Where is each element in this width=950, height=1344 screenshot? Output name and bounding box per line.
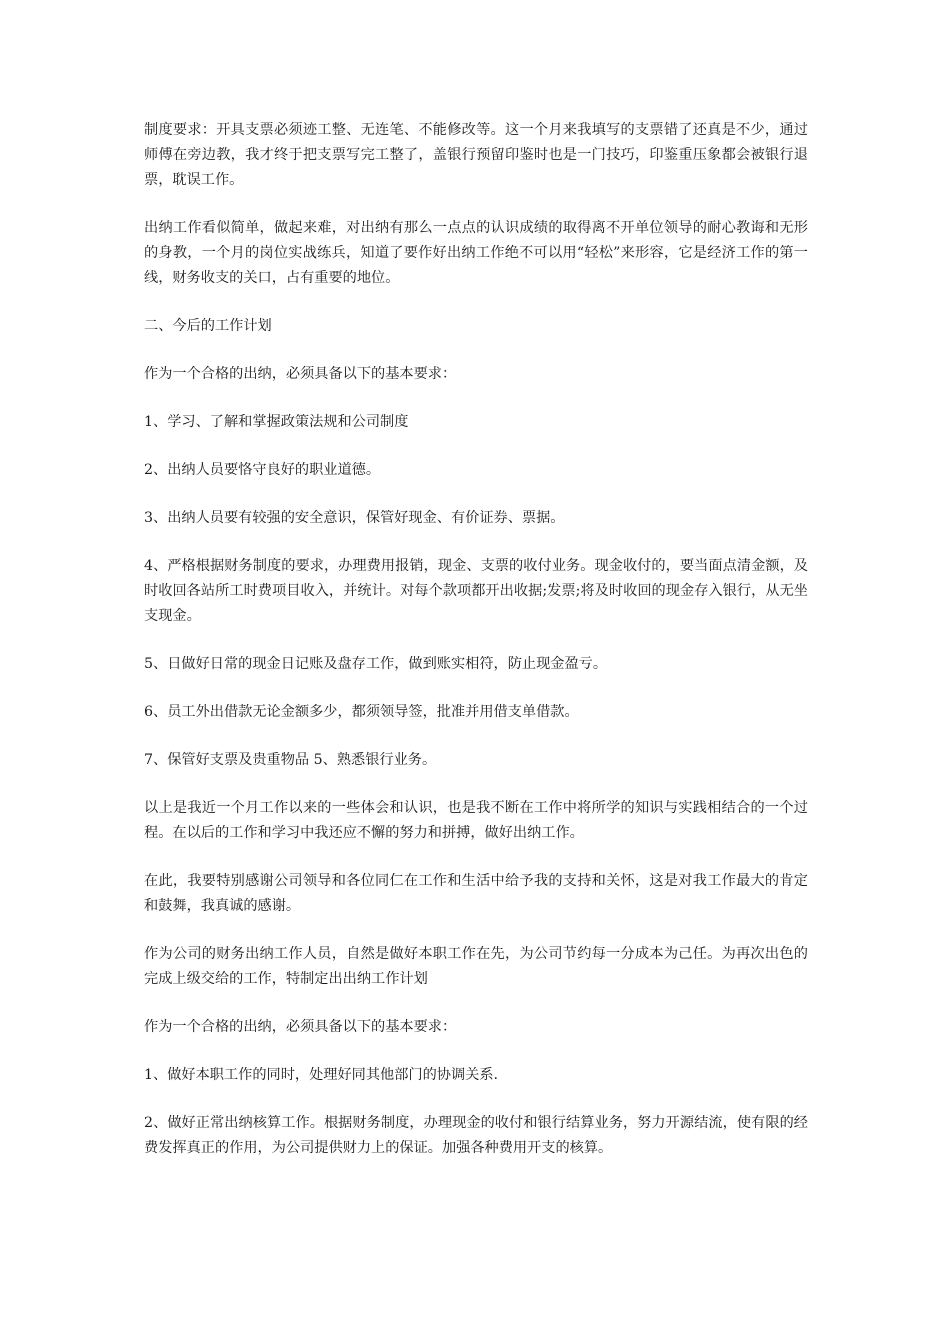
paragraph-plan-intro: 作为公司的财务出纳工作人员，自然是做好本职工作在先，为公司节约每一分成本为己任。为再次出色的完成上级交给的工作，特制定出出纳工作计划 [144,946,808,987]
paragraph-basic-requirements-intro: 作为一个合格的出纳，必须具备以下的基本要求： [144,366,457,382]
list-item-7: 7、保管好支票及贵重物品 5、熟悉银行业务。 [144,752,437,768]
list-item-3: 3、出纳人员要有较强的安全意识，保管好现金、有价证券、票据。 [144,510,565,526]
paragraph-basic-requirements-intro-2: 作为一个合格的出纳，必须具备以下的基本要求： [144,1019,457,1035]
paragraph-thanks: 在此，我要特别感谢公司领导和各位同仁在工作和生活中给予我的支持和关怀，这是对我工作最大的肯定和鼓舞，我真诚的感谢。 [144,873,808,914]
list-item-2: 2、出纳人员要恪守良好的职业道德。 [144,462,381,478]
list-item-6: 6、员工外出借款无论金额多少，都须领导签，批准并用借支单借款。 [144,704,579,720]
paragraph-cashier-work: 出纳工作看似简单，做起来难，对出纳有那么一点点的认识成绩的取得离不开单位领导的耐心教诲和无形的身教，一个月的岗位实战练兵，知道了要作好出纳工作绝不可以用“轻松”来形容，它是经济工作的第一线，财务收支的关口，占有重要的地位。 [144,220,808,286]
paragraph-system-requirements: 制度要求：开具支票必须迹工整、无连笔、不能修改等。这一个月来我填写的支票错了还真是不少，通过师傅在旁边教，我才终于把支票写完工整了，盖银行预留印鉴时也是一门技巧，印鉴重压象都会被银行退票，耽误工作。 [144,122,808,188]
section-heading-future-plan: 二、今后的工作计划 [144,318,272,334]
list-item-1: 1、学习、了解和掌握政策法规和公司制度 [144,414,409,430]
list-item-4: 4、严格根据财务制度的要求，办理费用报销，现金、支票的收付业务。现金收付的，要当面点清金额，及时收回各站所工时费项目收入，并统计。对每个款项都开出收据;发票;将及时收回的现金存入银行，从无坐支现金。 [144,558,808,624]
list-item-5: 5、日做好日常的现金日记账及盘存工作，做到账实相符，防止现金盈亏。 [144,656,608,672]
paragraph-summary: 以上是我近一个月工作以来的一些体会和认识，也是我不断在工作中将所学的知识与实践相结合的一个过程。在以后的工作和学习中我还应不懈的努力和拼搏，做好出纳工作。 [144,800,808,841]
plan-item-1: 1、做好本职工作的同时，处理好同其他部门的协调关系. [144,1067,499,1083]
document-page [144,118,808,1184]
plan-item-2: 2、做好正常出纳核算工作。根据财务制度，办理现金的收付和银行结算业务，努力开源结流，使有限的经费发挥真正的作用，为公司提供财力上的保证。加强各种费用开支的核算。 [144,1115,808,1156]
